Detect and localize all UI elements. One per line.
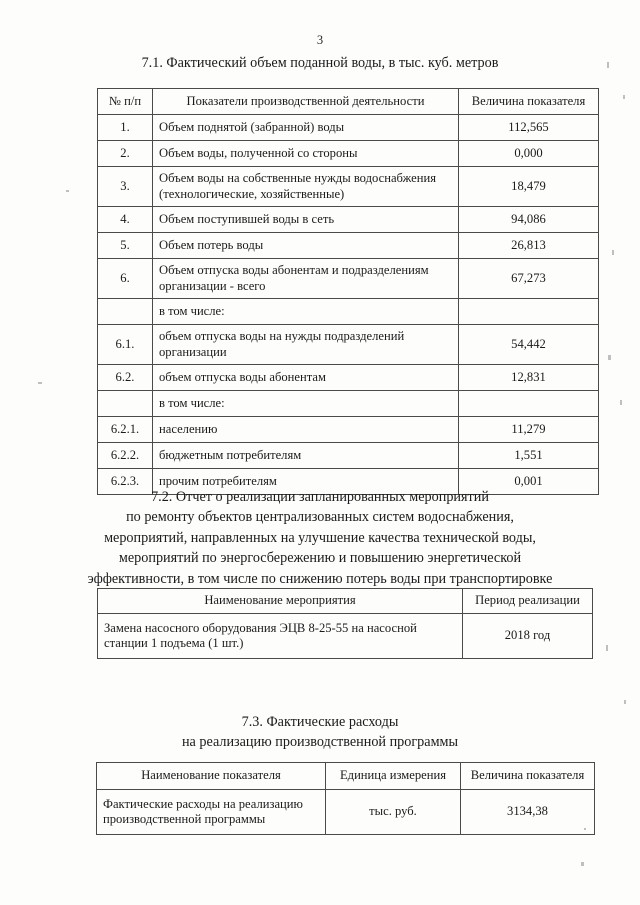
- row-indicator-cell: населению: [153, 417, 459, 443]
- row-number-cell: 6.2.: [98, 365, 153, 391]
- row-indicator-cell: в том числе:: [153, 391, 459, 417]
- section-72-heading-line: мероприятий по энергосбережению и повышению энергетической: [118, 550, 522, 567]
- expense-value-cell: 3134,38: [461, 790, 595, 835]
- row-value-cell: [459, 391, 599, 417]
- section-72-heading: [60, 487, 580, 589]
- actual-expenses-table: [96, 762, 595, 835]
- row-indicator-cell: Объем поступившей воды в сеть: [153, 207, 459, 233]
- row-value-cell: 0,000: [459, 141, 599, 167]
- section-72-heading-line: мероприятий, направленных на улучшение качества технической воды,: [104, 529, 536, 546]
- scan-speckle: [606, 645, 608, 651]
- production-activity-table: [97, 88, 599, 495]
- scan-speckle: [584, 828, 586, 830]
- row-indicator-cell: Объем поднятой (забранной) воды: [153, 115, 459, 141]
- row-number-cell: 4.: [98, 207, 153, 233]
- scan-speckle: [38, 382, 42, 384]
- row-indicator-cell: Объем потерь воды: [153, 233, 459, 259]
- section-72-heading-line: эффективности, в том числе по снижению потерь воды при транспортировке: [87, 570, 553, 587]
- row-number-cell: 6.: [98, 259, 153, 299]
- scan-speckle: [581, 862, 584, 866]
- scan-speckle: [607, 62, 609, 68]
- section-72-heading-line: по ремонту объектов централизованных систем водоснабжения,: [126, 509, 514, 526]
- section-71-heading: [60, 53, 580, 73]
- table-row: [98, 325, 599, 365]
- row-indicator-cell: объем отпуска воды на нужды подразделений организации: [153, 325, 459, 365]
- section-72-heading-line: 7.2. Отчет о реализации запланированных мероприятий: [151, 489, 489, 505]
- row-indicator-cell: Объем воды на собственные нужды водоснабжения (технологические, хозяйственные): [153, 167, 459, 207]
- column-header-measure-name: Наименование мероприятия: [98, 589, 463, 614]
- table-row: [98, 614, 593, 659]
- table-row: [98, 167, 599, 207]
- table-row: [98, 391, 599, 417]
- row-indicator-cell: объем отпуска воды абонентам: [153, 365, 459, 391]
- row-number-cell: 2.: [98, 141, 153, 167]
- row-indicator-cell: Объем воды, полученной со стороны: [153, 141, 459, 167]
- row-value-cell: [459, 299, 599, 325]
- row-number-cell: 1.: [98, 115, 153, 141]
- row-indicator-cell: прочим потребителям: [153, 469, 459, 495]
- section-73-heading: [60, 712, 580, 753]
- row-number-cell: 6.2.2.: [98, 443, 153, 469]
- column-header-period: Период реализации: [463, 589, 593, 614]
- row-value-cell: 67,273: [459, 259, 599, 299]
- column-header-unit: Единица измерения: [326, 763, 461, 790]
- table-row: [98, 365, 599, 391]
- section-73-heading-line: на реализацию производственной программы: [181, 734, 459, 751]
- scan-speckle: [620, 400, 622, 405]
- row-value-cell: 11,279: [459, 417, 599, 443]
- column-header-value: Величина показателя: [461, 763, 595, 790]
- expense-unit-cell: тыс. руб.: [326, 790, 461, 835]
- table-row: [98, 259, 599, 299]
- table-row: [97, 790, 595, 835]
- row-value-cell: 26,813: [459, 233, 599, 259]
- row-indicator-cell: в том числе:: [153, 299, 459, 325]
- row-value-cell: 112,565: [459, 115, 599, 141]
- row-number-cell: [98, 299, 153, 325]
- section-71-heading-line: 7.1. Фактический объем поданной воды, в тыс. куб. метров: [141, 55, 499, 71]
- table-row: [98, 115, 599, 141]
- expense-name-cell: Фактические расходы на реализацию производственной программы: [97, 790, 326, 835]
- row-number-cell: 6.2.3.: [98, 469, 153, 495]
- row-number-cell: [98, 391, 153, 417]
- scan-speckle: [66, 190, 69, 192]
- section-73-heading-line: 7.3. Фактические расходы: [241, 714, 399, 730]
- row-indicator-cell: бюджетным потребителям: [153, 443, 459, 469]
- row-indicator-cell: Объем отпуска воды абонентам и подразделениям организации - всего: [153, 259, 459, 299]
- table-row: [98, 207, 599, 233]
- table-row: [98, 299, 599, 325]
- row-value-cell: 94,086: [459, 207, 599, 233]
- table-header-row: [98, 89, 599, 115]
- scan-speckle: [624, 700, 626, 704]
- row-value-cell: 18,479: [459, 167, 599, 207]
- row-number-cell: 5.: [98, 233, 153, 259]
- measure-period-cell: 2018 год: [463, 614, 593, 659]
- table-header-row: [97, 763, 595, 790]
- row-number-cell: 3.: [98, 167, 153, 207]
- page-number: 3: [316, 33, 324, 47]
- measure-name-cell: Замена насосного оборудования ЭЦВ 8-25-55 на насосной станции 1 подъема (1 шт.): [98, 614, 463, 659]
- row-value-cell: 12,831: [459, 365, 599, 391]
- row-value-cell: 1,551: [459, 443, 599, 469]
- table-row: [98, 443, 599, 469]
- row-value-cell: 54,442: [459, 325, 599, 365]
- table-row: [98, 141, 599, 167]
- table-row: [98, 417, 599, 443]
- scan-speckle: [623, 95, 625, 99]
- row-value-cell: 0,001: [459, 469, 599, 495]
- scan-speckle: [612, 250, 614, 255]
- planned-measures-table: [97, 588, 593, 659]
- column-header-indicator: Показатели производственной деятельности: [153, 89, 459, 115]
- scan-speckle: [608, 355, 611, 360]
- table-row: [98, 233, 599, 259]
- row-number-cell: 6.1.: [98, 325, 153, 365]
- row-number-cell: 6.2.1.: [98, 417, 153, 443]
- column-header-value: Величина показателя: [459, 89, 599, 115]
- column-header-number: № п/п: [98, 89, 153, 115]
- table-header-row: [98, 589, 593, 614]
- column-header-indicator-name: Наименование показателя: [97, 763, 326, 790]
